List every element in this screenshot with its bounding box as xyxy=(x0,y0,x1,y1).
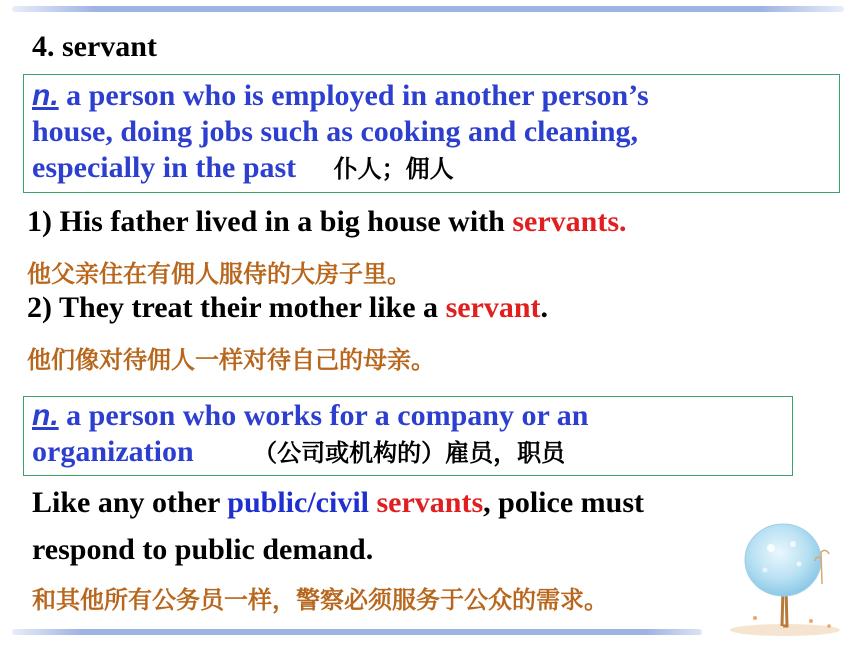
example-2-sentence xyxy=(27,291,548,325)
example-text: 1) His father lived in a big house with xyxy=(27,205,513,238)
word-heading: 4. servant xyxy=(32,30,157,63)
definition-text: organization xyxy=(32,435,194,468)
example-space xyxy=(369,486,377,519)
definition-2-chinese: （公司或机构的）雇员，职员 xyxy=(253,439,566,467)
part-of-speech: n. xyxy=(32,399,59,432)
definition-1-line-2: house, doing jobs such as cooking and cleaning, xyxy=(32,115,639,148)
definition-1-line-1 xyxy=(32,78,649,114)
definition-1-line-3 xyxy=(32,150,454,187)
example-3-translation: 和其他所有公务员一样，警察必须服务于公众的需求。 xyxy=(32,586,608,614)
example-keyword: servants xyxy=(376,486,484,519)
example-1-sentence xyxy=(27,205,627,239)
example-text-end: , police must xyxy=(483,486,644,519)
definition-text: a person who is employed in another person’s xyxy=(66,79,649,112)
definition-2-line-1 xyxy=(32,398,588,434)
example-3-sentence-line-2: respond to public demand. xyxy=(32,533,374,566)
example-2-translation: 他们像对待佣人一样对待自己的母亲。 xyxy=(27,346,435,374)
example-keyword: servant xyxy=(445,291,541,324)
bottom-divider xyxy=(12,629,702,635)
example-phrase: public/civil xyxy=(227,486,369,519)
part-of-speech: n. xyxy=(32,79,59,112)
example-text: Like any other xyxy=(32,486,228,519)
top-divider xyxy=(12,6,844,12)
definition-1-chinese: 仆人；佣人 xyxy=(333,155,454,183)
example-3-sentence-line-1 xyxy=(32,486,644,520)
tree-icon xyxy=(725,518,845,638)
definition-2-line-2 xyxy=(32,434,565,471)
definition-text: a person who works for a company or an xyxy=(66,399,589,432)
example-text-end: . xyxy=(540,291,549,324)
example-1-translation: 他父亲住在有佣人服侍的大房子里。 xyxy=(27,260,411,288)
definition-text: especially in the past xyxy=(32,151,297,184)
example-keyword: servants. xyxy=(512,205,627,238)
example-text: 2) They treat their mother like a xyxy=(27,291,446,324)
